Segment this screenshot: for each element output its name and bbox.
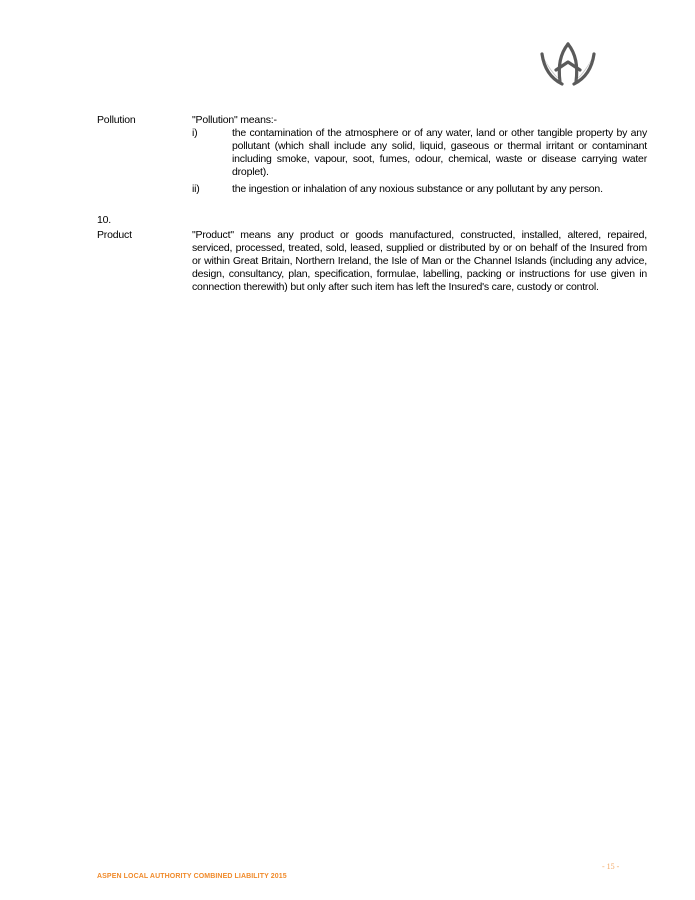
footer-title: ASPEN LOCAL AUTHORITY COMBINED LIABILITY 2015	[97, 873, 287, 880]
pollution-item-1	[192, 127, 647, 179]
pollution-item-1-text: the contamination of the atmosphere or of any water, land or other tangible property by any pollutant (which shall include any solid, liquid, gaseous or thermal irritant or contaminant including smoke, vapour, soot, fumes, odour, chemical, waste or disease carrying water droplet).	[232, 127, 647, 178]
definition-product: "Product" means any product or goods manufactured, constructed, installed, altered, repaired, serviced, processed, treated, sold, leased, supplied or distributed by or on behalf of the Insured from or within Great Britain, Northern Ireland, the Isle of Man or the Channel Islands (including any advice, design, consultancy, plan, specification, formulae, labelling, packing or instructions for use given in connection therewith) but only after such item has left the Insured's care, custody or control.	[192, 229, 647, 293]
pollution-item-2-text: the ingestion or inhalation of any noxious substance or any pollutant by any person.	[232, 183, 603, 195]
definition-number: 10.	[97, 214, 111, 226]
pollution-intro: "Pollution" means:-	[192, 114, 277, 126]
definition-pollution	[192, 114, 647, 196]
term-pollution: Pollution	[97, 114, 136, 126]
pollution-item-1-num: i)	[192, 127, 198, 139]
aspen-logo-icon	[536, 40, 600, 88]
term-product: Product	[97, 229, 132, 241]
pollution-item-2-num: ii)	[192, 183, 200, 195]
page-number: - 15 -	[602, 862, 620, 871]
pollution-item-2	[192, 183, 647, 196]
